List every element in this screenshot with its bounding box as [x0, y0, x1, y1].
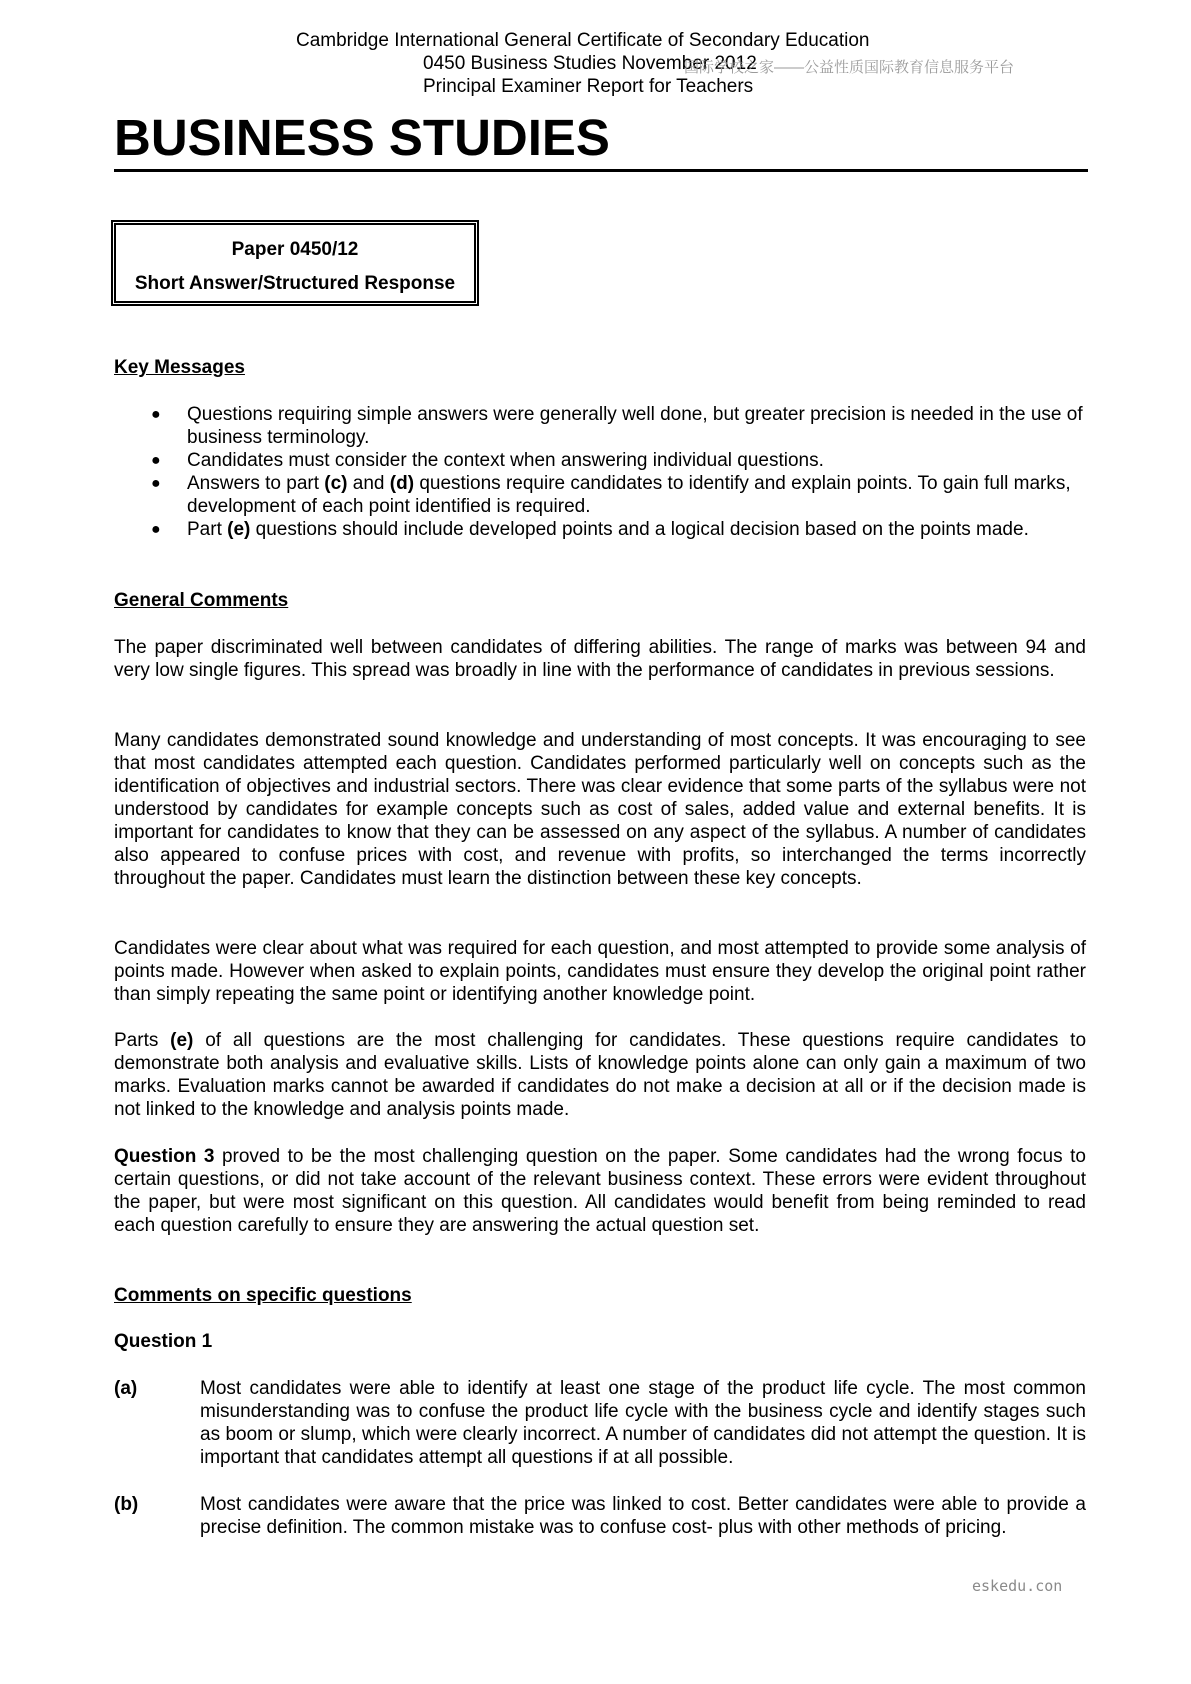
part-text: Most candidates were aware that the price was linked to cost. Better candidates were able to provide a precise definition. The common mistake was to confuse cost- plus with other methods of pricing.	[200, 1494, 1086, 1538]
key-messages-heading: Key Messages	[114, 357, 245, 378]
list-item: ● Answers to part (c) and (d) questions require candidates to identify and explain points. To gain full marks, development of each point identified is required.	[151, 473, 1071, 517]
page-title: BUSINESS STUDIES	[114, 109, 610, 166]
question-1b	[114, 1493, 1086, 1539]
general-paragraph-1: The paper discriminated well between candidates of differing abilities. The range of marks was between 94 and very low single figures. This spread was broadly in line with the performance of candidates in previous sessions.	[114, 637, 1086, 681]
part-label: (a)	[114, 1378, 138, 1399]
general-paragraph-5: Question 3 proved to be the most challenging question on the paper. Some candidates had the wrong focus to certain questions, or did not take account of the relevant business context. These errors were evident throughout the paper, but were most significant on this question. All candidates would benefit from being reminded to read each question carefully to ensure they are answering the actual question set.	[114, 1146, 1086, 1236]
watermark-text: 国际学校之家——公益性质国际教育信息服务平台	[684, 59, 1015, 76]
part-text: Most candidates were able to identify at least one stage of the product life cycle. The most common misunderstanding was to confuse the product life cycle with the business cycle and identify stages such as boom or slump, which were clearly incorrect. A number of candidates did not attempt the question. It is important that candidates attempt all questions if at all possible.	[200, 1378, 1086, 1468]
paper-box	[111, 220, 479, 306]
general-paragraph-3: Candidates were clear about what was required for each question, and most attempted to provide some analysis of points made. However when asked to explain points, candidates must ensure they develop the original point rather than simply repeating the same point or identifying another knowledge point.	[114, 938, 1086, 1005]
general-paragraph-4: Parts (e) of all questions are the most challenging for candidates. These questions require candidates to demonstrate both analysis and evaluative skills. Lists of knowledge points alone can only gain a maximum of two marks. Evaluation marks cannot be awarded if candidates do not make a decision at all or if the decision made is not linked to the knowledge and analysis points made.	[114, 1030, 1087, 1120]
list-item: ● Part (e) questions should include developed points and a logical decision based on the points made.	[151, 519, 1029, 540]
question-1a	[114, 1377, 1086, 1469]
specific-comments-heading: Comments on specific questions	[114, 1285, 412, 1306]
header-certificate-line: Cambridge International General Certificate of Secondary Education	[296, 30, 870, 51]
title-rule	[114, 169, 1088, 172]
key-messages-list	[114, 403, 1086, 541]
list-item: ● Candidates must consider the context when answering individual questions.	[151, 450, 824, 471]
footer-watermark: eskedu.con	[972, 1577, 1063, 1595]
question-1-heading: Question 1	[114, 1331, 213, 1352]
general-comments-heading: General Comments	[114, 590, 289, 611]
bullet-icon: ●	[151, 406, 161, 423]
bullet-icon: ●	[151, 475, 161, 492]
bullet-icon: ●	[151, 452, 161, 469]
general-paragraph-2: Many candidates demonstrated sound knowledge and understanding of most concepts. It was encouraging to see that most candidates attempted each question. Candidates performed particularly well on concepts such as the identification of objectives and industrial sectors. There was clear evidence that some parts of the syllabus were not understood by candidates for example concepts such as cost of sales, added value and external benefits. It is important for candidates to know that they can be assessed on any aspect of the syllabus. A number of candidates also appeared to confuse prices with cost, and revenue with profits, so interchanged the terms incorrectly throughout the paper. Candidates must learn the distinction between these key concepts.	[114, 730, 1086, 889]
header-subject-line: 0450 Business Studies November 2012	[423, 53, 757, 74]
bullet-icon: ●	[151, 521, 161, 538]
part-label: (b)	[114, 1494, 139, 1515]
list-item: ● Questions requiring simple answers were generally well done, but greater precision is needed in the use of business terminology.	[151, 404, 1083, 448]
paper-code: Paper 0450/12	[231, 239, 359, 260]
paper-name: Short Answer/Structured Response	[134, 273, 456, 294]
header-report-line: Principal Examiner Report for Teachers	[423, 76, 754, 97]
